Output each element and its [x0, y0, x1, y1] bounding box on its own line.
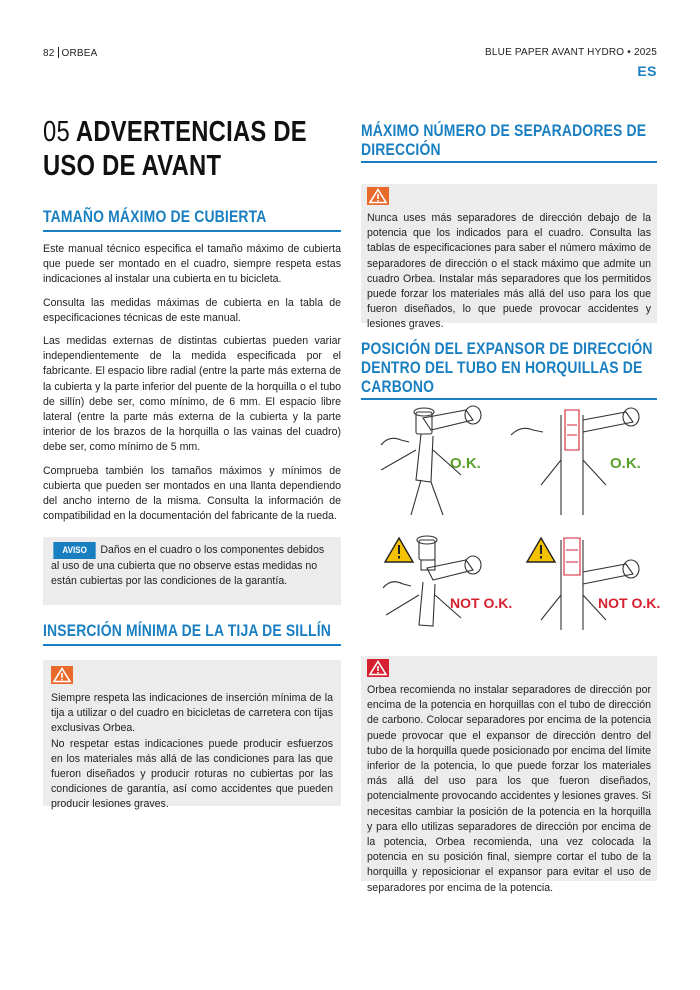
brand-name: ORBEA — [61, 48, 98, 59]
caution-icon — [385, 538, 413, 562]
paragraph: Las medidas externas de distintas cubiertas pueden variar independientemente de la medida especificada por el fabricante. El espacio libre radial (entre la parte más externa de la cubierta y la parte inferior del puente de la horquilla o el tubo de sillín) debe ser, como mínimo, de 6 mm. El espacio libre lateral (entre la parte más externa de la cubierta y la parte interior de los brazos de la horquilla o las vainas del cuadro) debe ser, como mínimo de 5 mm. — [43, 335, 341, 454]
language-tag: ES — [637, 63, 657, 79]
paragraph: Este manual técnico especifica el tamaño máximo de cubierta que puede ser montado en el cuadro, siempre respeta estas indicaciones al instalar una cubierta en tu bicicleta. — [43, 243, 341, 286]
warning-box-spacers — [361, 184, 657, 331]
chapter-title-text: ADVERTENCIAS DE USO DE AVANT — [43, 116, 307, 182]
notice-label: AVISO — [53, 542, 96, 559]
not-ok-label: NOT O.K. — [598, 595, 661, 611]
section-seatpost — [43, 621, 341, 646]
danger-icon — [367, 659, 389, 677]
warning-icon — [51, 666, 73, 684]
section-heading: MÁXIMO NÚMERO DE SEPARADORES DE DIRECCIÓN — [361, 121, 647, 159]
notice-box — [43, 537, 341, 605]
paragraph: Comprueba también los tamaños máximos y mínimos de cubierta que pueden ser montados en una llanta dependiendo del ancho interno de la misma. Consulta la información de compatibilidad en la documentación del fabricante de la rueda. — [43, 464, 341, 523]
warning-paragraph: No respetar estas indicaciones puede producir esfuerzos en los materiales más allá de las condiciones para las que fueron diseñados y producir roturas no cubiertas por las condiciones de garantía, así como accidentes que pueden producir lesiones graves. — [51, 737, 333, 811]
document-title: BLUE PAPER AVANT HYDRO • 2025 — [485, 47, 657, 58]
warning-text: Orbea recomienda no instalar separadores de dirección por encima de la potencia en horquillas con el tubo de dirección de carbono. Colocar separadores por encima de la potencia puede provocar que el expansor de dirección dentro del tubo de la horquilla quede posicionado por encima del límite inferior de la potencia, lo que puede forzar los materiales más allá del uso para los que fueron diseñados, potencialmente provocando accidentes y lesiones graves. Si necesitas cambiar la posición de la potencia en la horquilla y para ello utilizas separadores de dirección por encima de la potencia, Orbea recomienda, una vez colocada la potencia en su posición final, siempre cortar el tubo de la horquilla y reposicionar el expansor para evitar el uso de separadores por encima de la potencia. — [367, 684, 651, 894]
section-tire-size — [43, 207, 341, 524]
chapter-title — [43, 115, 346, 183]
warning-text: Nunca uses más separadores de dirección debajo de la potencia que los indicados para el cuadro. Consulta las tablas de especificaciones para saber el número máximo de separadores de dirección o el stack máximo que admite un cuadro Orbea. Instalar más separadores que los permitidos puede forzar los materiales más allá del uso para los que fueron diseñados, lo que puede provocar accidentes y lesiones graves. — [367, 212, 651, 331]
page-header-left — [43, 47, 98, 59]
chapter-number: 05 — [43, 116, 70, 148]
caution-icon — [527, 538, 555, 562]
section-heading: POSICIÓN DEL EXPANSOR DE DIRECCIÓN DENTRO DEL TUBO EN HORQUILLAS DE CARBONO — [361, 339, 653, 396]
ok-label: O.K. — [450, 455, 481, 472]
section-spacers — [361, 121, 659, 163]
not-ok-label: NOT O.K. — [450, 595, 513, 611]
warning-box-expander — [361, 656, 657, 894]
warning-box-seatpost — [43, 660, 341, 811]
section-heading: TAMAÑO MÁXIMO DE CUBIERTA — [43, 207, 267, 226]
heading-underline — [43, 644, 341, 646]
header-divider — [58, 47, 59, 58]
warning-icon — [367, 187, 389, 205]
heading-underline — [361, 161, 657, 163]
heading-underline — [43, 230, 341, 232]
warning-paragraph: Siempre respeta las indicaciones de inserción mínima de la tija a utilizar o del cuadro en bicicletas de carretera con tijas exclusivas Orbea. — [51, 692, 333, 735]
illustration-notok-2 — [541, 538, 639, 630]
page-number: 82 — [43, 48, 55, 59]
ok-label: O.K. — [610, 455, 641, 472]
paragraph: Consulta las medidas máximas de cubierta en la tabla de especificaciones técnicas de este manual. — [43, 296, 341, 324]
notice-text: Daños en el cuadro o los componentes debidos al uso de una cubierta que no observe estas medidas no están cubiertas por las condiciones de la garantía. — [51, 544, 325, 588]
section-heading: INSERCIÓN MÍNIMA DE LA TIJA DE SILLÍN — [43, 621, 331, 640]
